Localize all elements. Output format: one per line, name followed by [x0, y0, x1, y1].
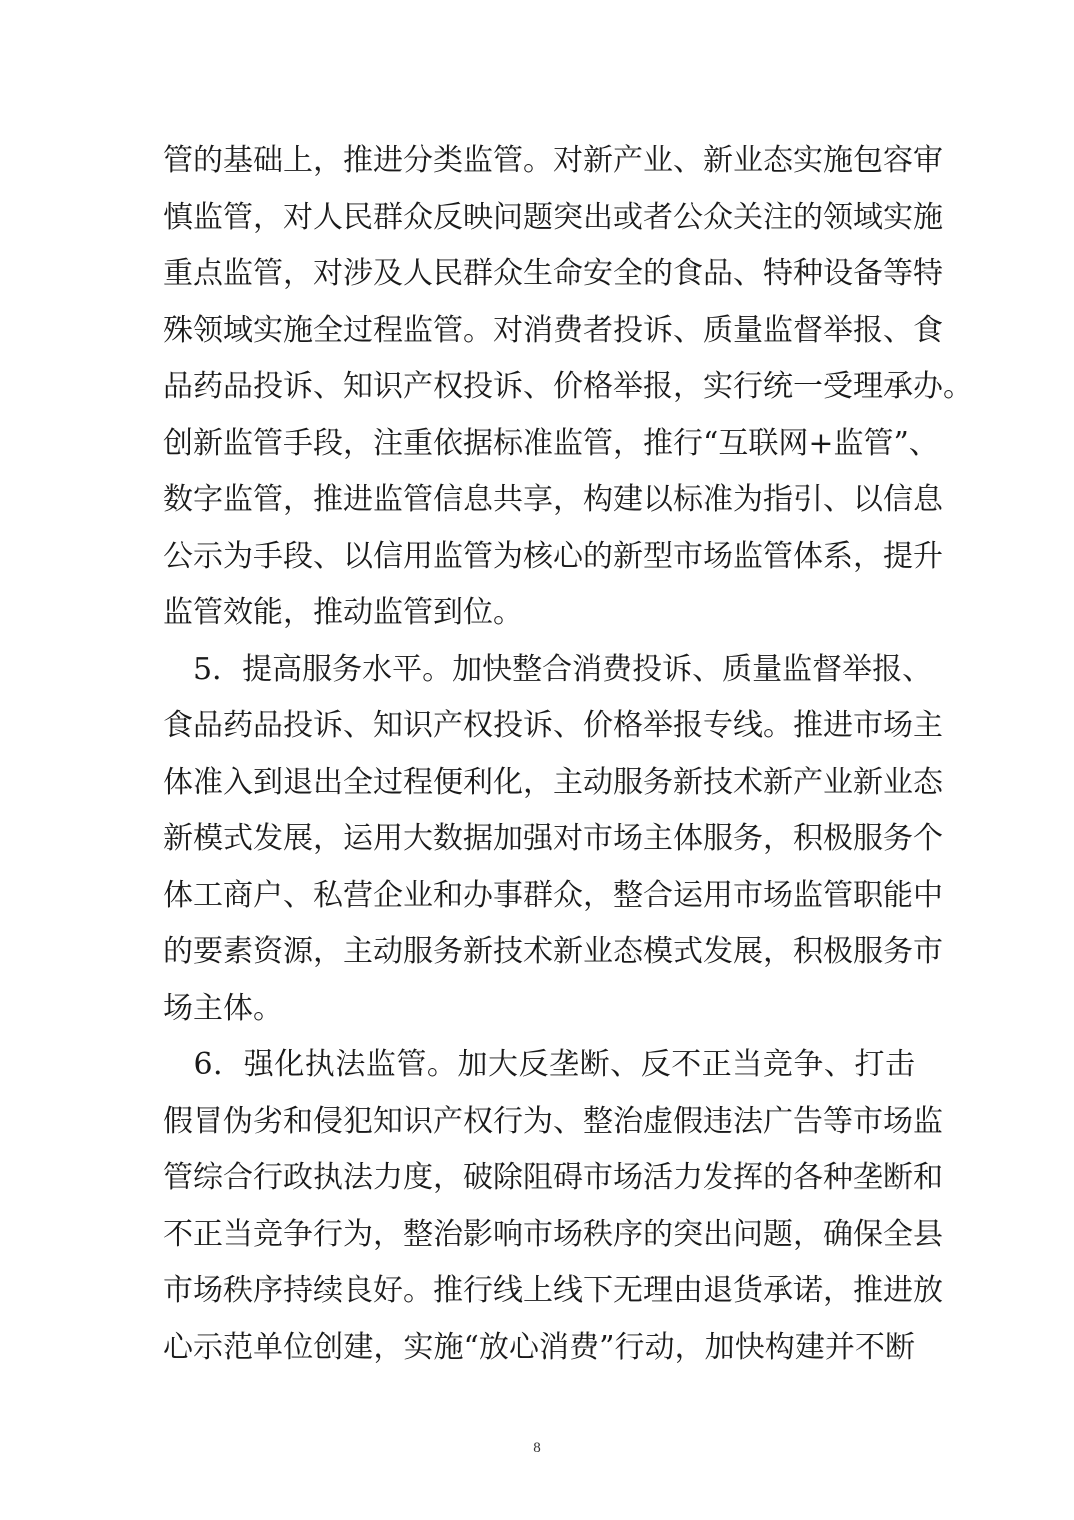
text-line: 创新监管手段，注重依据标准监管，推行“互联网+监管”、: [163, 425, 939, 461]
text-line: 心示范单位创建，实施“放心消费”行动，加快构建并不断: [163, 1329, 915, 1365]
text-line: 新模式发展，运用大数据加强对市场主体服务，积极服务个: [163, 821, 943, 856]
text-line: 监管效能，推动监管到位。: [163, 595, 523, 630]
text-line: 食品药品投诉、知识产权投诉、价格举报专线。推进市场主: [163, 708, 943, 743]
text-line: 重点监管，对涉及人民群众生命安全的食品、特种设备等特: [163, 256, 943, 291]
text-line: 管综合行政执法力度，破除阻碍市场活力发挥的各种垄断和: [163, 1160, 943, 1195]
text-line: 6．强化执法监管。加大反垄断、反不正当竞争、打击: [163, 1047, 915, 1082]
text-line: 假冒伪劣和侵犯知识产权行为、整治虚假违法广告等市场监: [163, 1103, 943, 1139]
text-line: 数字监管，推进监管信息共享，构建以标准为指引、以信息: [163, 482, 943, 517]
text-line: 的要素资源，主动服务新技术新业态模式发展，积极服务市: [163, 934, 943, 969]
text-line: 品药品投诉、知识产权投诉、价格举报，实行统一受理承办。: [163, 369, 973, 404]
text-line: 场主体。: [163, 990, 283, 1026]
text-line: 5．提高服务水平。加快整合消费投诉、质量监督举报、: [163, 651, 933, 687]
text-line: 市场秩序持续良好。推行线上线下无理由退货承诺，推进放: [163, 1273, 943, 1308]
text-line: 公示为手段、以信用监管为核心的新型市场监管体系，提升: [163, 538, 943, 574]
text-line: 殊领域实施全过程监管。对消费者投诉、质量监督举报、食: [163, 312, 943, 348]
text-line: 慎监管，对人民群众反映问题突出或者公众关注的领域实施: [163, 199, 943, 235]
text-line: 体准入到退出全过程便利化，主动服务新技术新产业新业态: [163, 764, 943, 800]
body-text: [163, 133, 973, 1376]
text-line: 不正当竞争行为，整治影响市场秩序的突出问题，确保全县: [163, 1216, 943, 1252]
text-line: 体工商户、私营企业和办事群众，整合运用市场监管职能中: [163, 877, 943, 913]
page-number: 8: [533, 1440, 541, 1456]
text-line: 管的基础上，推进分类监管。对新产业、新业态实施包容审: [163, 143, 943, 178]
